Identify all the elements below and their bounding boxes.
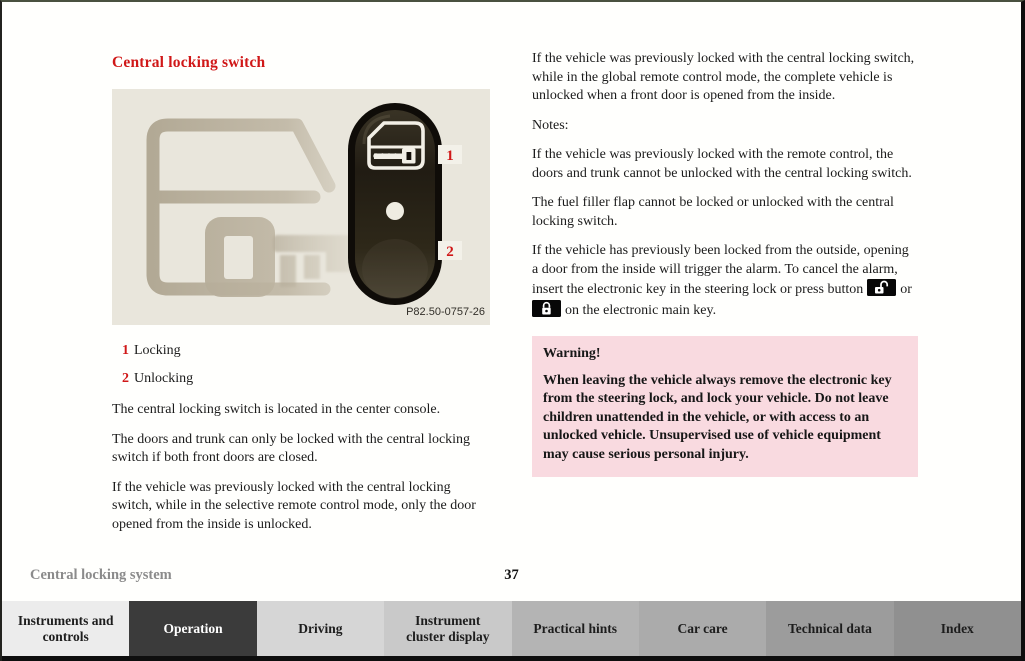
tab-instrument-cluster-display[interactable]: Instrument cluster display: [384, 601, 511, 656]
paragraph-segment: on the electronic main key.: [565, 302, 717, 318]
tab-practical-hints[interactable]: Practical hints: [512, 601, 639, 656]
paragraph: If the vehicle was previously locked with the remote control, the doors and trunk cannot be unlocked with the central locking switch.: [532, 147, 912, 181]
tab-index[interactable]: Index: [894, 601, 1021, 656]
unlock-button-icon: [867, 279, 896, 296]
page-number: 37: [504, 567, 519, 583]
legend-item-locking: [112, 342, 492, 360]
figure-central-locking-switch: [112, 89, 490, 325]
paragraph-segment: or: [900, 282, 912, 297]
paragraph: The doors and trunk can only be locked with the central locking switch if both front doors are closed.: [112, 431, 471, 465]
page-title: Central locking switch: [112, 54, 266, 71]
legend-label: Locking: [134, 343, 181, 358]
legend-label: Unlocking: [134, 371, 194, 386]
section-tab-bar: [2, 601, 1021, 656]
figure-legend: [112, 342, 492, 388]
page-footer: [2, 567, 1021, 591]
tab-car-care[interactable]: Car care: [639, 601, 766, 656]
paragraph: The fuel filler flap cannot be locked or unlocked with the central locking switch.: [532, 195, 894, 229]
footer-section-title: Central locking system: [30, 567, 172, 583]
left-column: [112, 54, 492, 545]
paragraph: The central locking switch is located in the center console.: [112, 402, 441, 417]
figure-label-1: [438, 145, 462, 164]
legend-number: 1: [122, 343, 129, 358]
legend-item-unlocking: [112, 370, 492, 388]
paragraph-with-key-icons: [532, 242, 918, 320]
bottom-border: [2, 656, 1021, 661]
figure-caption: P82.50-0757-26: [406, 306, 485, 318]
paragraph: If the vehicle was previously locked with the central locking switch, while in the global remote control mode, the complete vehicle is unlocked when a front door is opened from the inside.: [532, 51, 915, 103]
tab-instruments-and-controls[interactable]: Instruments and controls: [2, 601, 129, 656]
paragraph: If the vehicle was previously locked with the central locking switch, while in the selective remote control mode, only the door opened from the inside is unlocked.: [112, 479, 476, 532]
tab-driving[interactable]: Driving: [257, 601, 384, 656]
warning-body: When leaving the vehicle always remove the electronic key from the steering lock, and lock your vehicle. Do not leave children unattended in the vehicle, or with access to an unlocked vehicle. Unsupervised use of vehicle equipment may cause serious personal injury.: [543, 372, 892, 462]
notes-label: Notes:: [532, 117, 569, 133]
warning-title: Warning!: [543, 346, 601, 361]
legend-number: 2: [122, 371, 129, 386]
figure-label-2: [438, 241, 462, 260]
warning-box: [532, 336, 918, 477]
right-column: [532, 50, 918, 477]
lock-button-icon: [532, 300, 561, 317]
tab-operation[interactable]: Operation: [129, 601, 256, 656]
svg-text:2: 2: [446, 244, 454, 260]
pictogram-key-slot: [407, 152, 412, 160]
figure-illustration: [112, 89, 490, 325]
svg-text:1: 1: [446, 148, 454, 164]
switch-dot: [386, 202, 404, 220]
paragraph-segment: If the vehicle has previously been locked from the outside, opening a door from the inside will trigger the alarm. To cancel the alarm, insert the electronic key in the steering lock or press button: [532, 243, 909, 297]
tab-technical-data[interactable]: Technical data: [766, 601, 893, 656]
